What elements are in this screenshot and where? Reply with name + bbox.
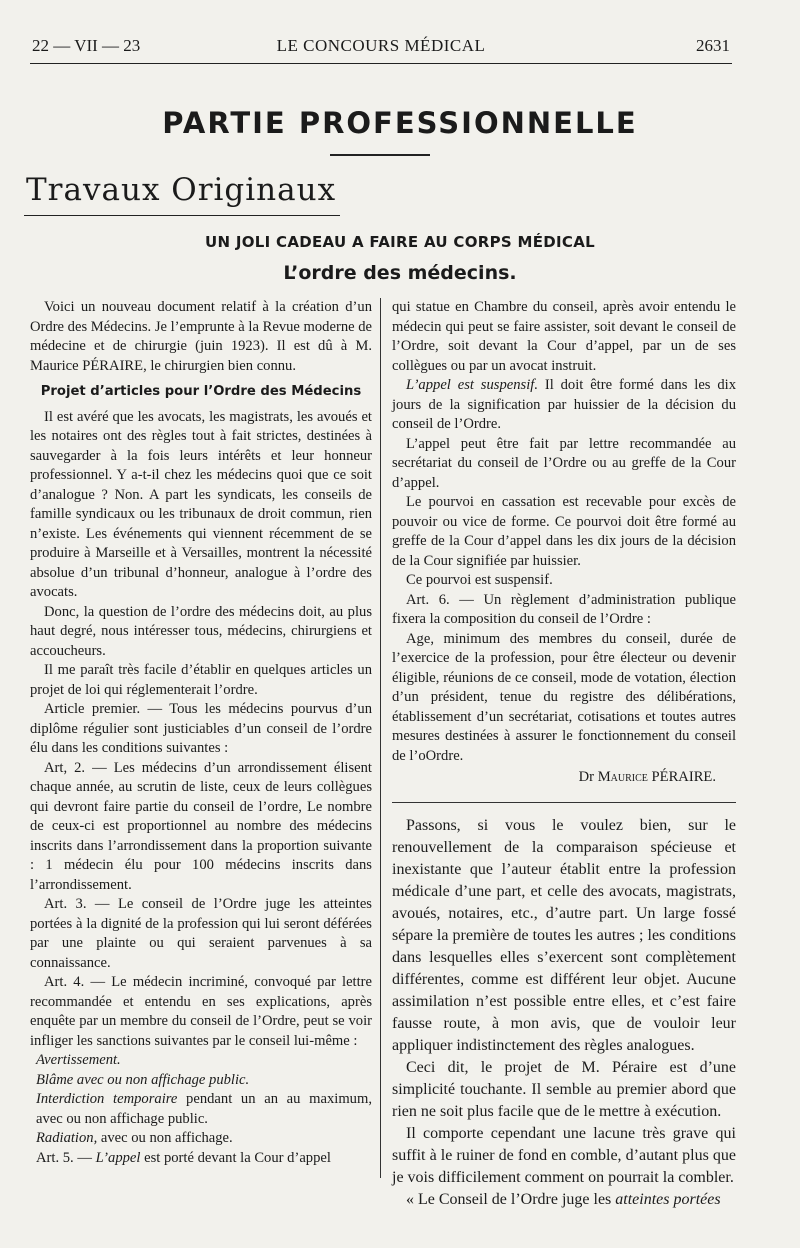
article-4: Art. 4. — Le médecin incriminé, convoqué par lettre recommandée et entendu en ses explications, après enquête par un membre du conseil de l’Ordre, peut se voir infliger les sanctions suivantes par le conseil lui-même :: [30, 974, 372, 1049]
article-3: Art. 3. — Le conseil de l’Ordre juge les atteintes portées à la dignité de la profession qui lui seront déférées par une plainte ou qui seraient parvenues à sa connaissance.: [30, 896, 372, 971]
paragraph: Passons, si vous le voulez bien, sur le renouvellement de la comparaison spécieuse et inexistante que l’auteur établit entre la profession médicale d’une part, et celle des avocats, magistrats, avoués, notaires, etc., d’autre part. Un large fossé sépare la première de toutes les autres ; les conditions dans lesquelles elles s’exercent sont complètement différentes, comme est différent leur objet. Aucune assimilation n’est possible entre elles, et c’est faire fausse route, à mon avis, que de vouloir leur appliquer indistinctement des règles analogues.: [392, 816, 736, 1054]
paragraph: « Le Conseil de l’Ordre juge les atteintes portées: [406, 1190, 721, 1208]
paragraph: L’appel est suspensif. Il doit être formé dans les dix jours de la signification par huissier de la décision du conseil de l’Ordre.: [392, 377, 737, 432]
rubric-title: Travaux Originaux: [26, 172, 337, 208]
column-divider: [380, 298, 381, 1178]
paragraph: Il est avéré que les avocats, les magistrats, les avoués et les notaires ont des règles tout à fait strictes, destinées à sauvegarder à la fois leurs intérêts et leur honneur professionnel. Y a-t-il chez les médecins quoi que ce soit d’analogue ? Non. A part les syndicats, les conseils de famille syndicaux ou les tribunaux de droit commun, rien n’existe. Les événements qui viennent récemment de se produire à Marseille et à Versailles, montrent la nécessité absolue d’un tribunal d’honneur, analogue à l’ordre des avocats.: [30, 408, 372, 600]
commentary: [392, 815, 736, 1211]
running-head: [32, 36, 730, 60]
sanction-item: Avertissement.: [36, 1052, 121, 1068]
right-column: [392, 298, 736, 1211]
comment-rule: [392, 802, 736, 803]
article-6: Art. 6. — Un règlement d’administration publique fixera la composition du conseil de l’Ordre :: [392, 591, 736, 627]
article-headline: L’ordre des médecins.: [283, 262, 517, 284]
paragraph: Il comporte cependant une lacune très grave qui suffit à le ruiner de fond en comble, d’autant plus que je vois difficilement comment on pourrait la combler.: [392, 1124, 736, 1186]
article-5: Art. 5. — L’appel est porté devant la Cour d’appel: [36, 1149, 331, 1166]
author-signature: Dr Maurice PÉRAIRE.: [578, 769, 716, 785]
sanction-item: Blâme avec ou non affichage public.: [36, 1071, 250, 1088]
project-subhead: Projet d’articles pour l’Ordre des Médecins: [40, 384, 362, 399]
paragraph: Ce pourvoi est suspensif.: [406, 572, 553, 588]
paragraph: Ceci dit, le projet de M. Péraire est d’une simplicité touchante. Il semble au premier abord que rien ne soit plus facile que de le mettre à exécution.: [392, 1058, 736, 1120]
paragraph: Age, minimum des membres du conseil, durée de l’exercice de la profession, pour être électeur ou devenir éligible, réunions de ce conseil, mode de votation, élection d’un président, tenue du registre des délibérations, établissement d’un secrétariat, cotisations et toutes autres mesures destinées à assurer le fonctionnement du conseil de l’oOrdre.: [392, 630, 736, 764]
sanction-item: Interdiction temporaire pendant un an au maximum, avec ou non affichage public.: [36, 1091, 372, 1127]
paragraph: Il me paraît très facile d’établir en quelques articles un projet de loi qui réglementerait l’ordre.: [30, 662, 372, 698]
header-rule: [30, 63, 732, 64]
left-column: [30, 298, 372, 1168]
journal-name: LE CONCOURS MÉDICAL: [276, 36, 486, 55]
paragraph: qui statue en Chambre du conseil, après avoir entendu le médecin qui peut se faire assister, soit devant le conseil de l’Ordre, soit devant la Cour d’appel, par un de ses collègues ou par un avocat instruit.: [392, 299, 736, 374]
intro-paragraph: Voici un nouveau document relatif à la création d’un Ordre des Médecins. Je l’emprunte à la Revue moderne de médecine et de chirurgie (juin 1923). Il est dû à M. Maurice PÉRAIRE, le chirurgien bien connu.: [30, 299, 373, 374]
sanction-item: Radiation, avec ou non affichage.: [36, 1130, 233, 1146]
paragraph: L’appel peut être fait par lettre recommandée au secrétariat du conseil de l’Ordre ou au greffe de la Cour d’appel.: [392, 435, 736, 491]
section-title-rule: [330, 154, 430, 156]
article-1: Article premier. — Tous les médecins pourvus d’un diplôme régulier sont justiciables d’un conseil de l’ordre élu dans les conditions suivantes :: [30, 701, 372, 756]
rubric-rule: [24, 215, 340, 216]
page-number: 2631: [696, 36, 730, 55]
paragraph: Donc, la question de l’ordre des médecins doit, au plus haut degré, nous intéresser tous, médecins, chirurgiens et accoucheurs.: [30, 603, 372, 659]
article-2: Art, 2. — Les médecins d’un arrondissement élisent chaque année, au scrutin de liste, ceux de leurs collègues qui devront faire partie du conseil de l’ordre, Le nombre de ceux-ci est proportionnel au nombre des médecins inscrits dans l’arrondissement dans la proportion suivante : 1 médecin élu pour 100 médecins inscrits dans l’arrondissement.: [30, 759, 372, 893]
section-title: PARTIE PROFESSIONNELLE: [162, 106, 638, 140]
article-kicker: UN JOLI CADEAU A FAIRE AU CORPS MÉDICAL: [204, 233, 596, 251]
issue-date: 22 — VII — 23: [32, 36, 141, 55]
paragraph: Le pourvoi en cassation est recevable pour excès de pouvoir ou vice de forme. Ce pourvoi doit être formé au greffe de la Cour d’appel dans les dix jours de la décision de la Cour signifiée par huissier.: [392, 494, 736, 569]
